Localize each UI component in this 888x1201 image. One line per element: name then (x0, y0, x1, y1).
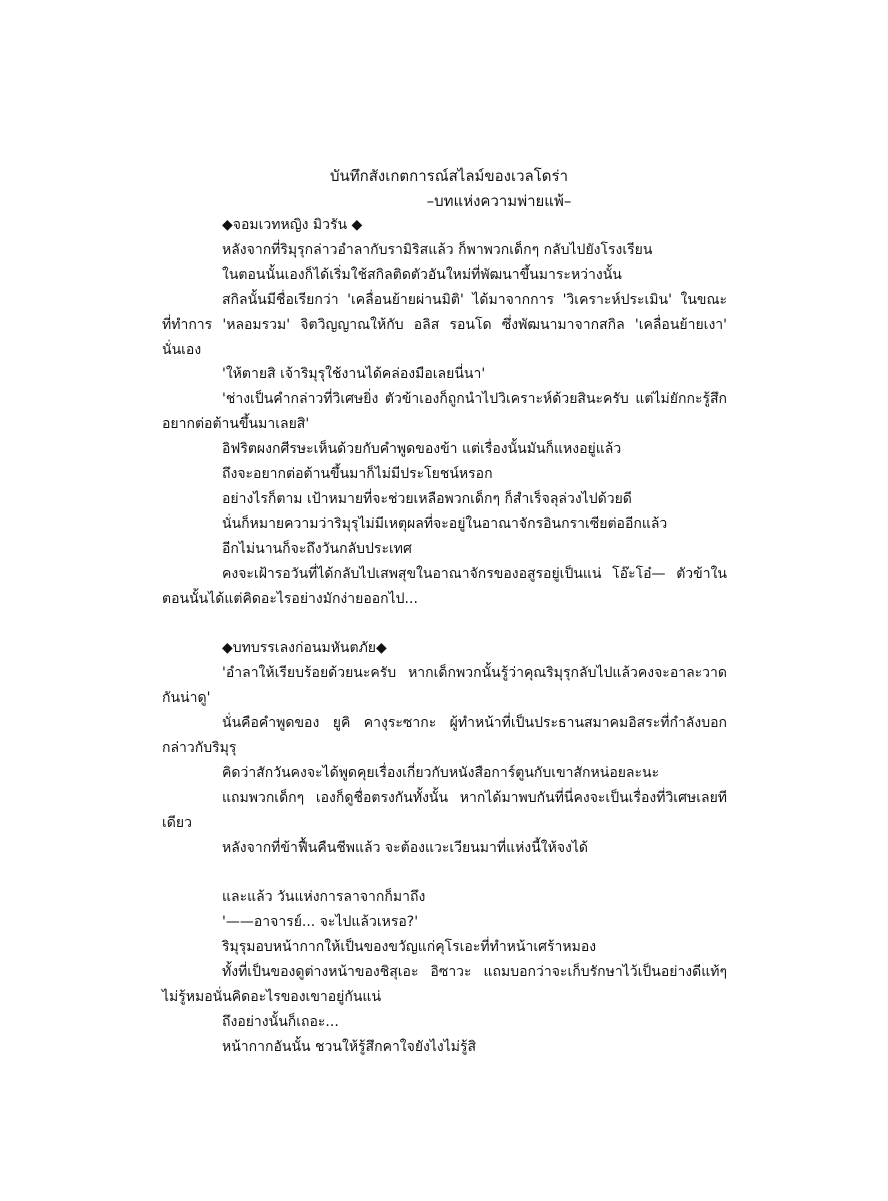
paragraph: ในตอนนั้นเองก็ได้เริ่มใช้สกิลติดตัวอันใหม่ที่พัฒนาขึ้นมาระหว่างนั้น (222, 266, 622, 283)
document-subtitle: –บทแห่งความพ่ายแพ้– (426, 192, 572, 210)
paragraph: สกิลนั้นมีชื่อเรียกว่า 'เคลื่อนย้ายผ่านมิติ' ได้มาจากการ 'วิเคราะห์ประเมิน' ในขณะที่ทำการ 'หลอมรวม' จิตวิญญาณให้กับ อลิส รอนโด ซึ่งพัฒนามาจากสกิล 'เคลื่อนย้ายเงา' นั่นเอง (162, 291, 727, 358)
section-heading: ◆จอมเวทหญิง มิวรัน ◆ (222, 217, 363, 233)
document-body (162, 213, 727, 1060)
title-block (0, 164, 888, 214)
paragraph: หลังจากที่ริมุรุกล่าวอำลากับรามิริสแล้ว ก็พาพวกเด็กๆ กลับไปยังโรงเรียน (222, 241, 653, 258)
paragraph: หลังจากที่ข้าฟื้นคืนชีพแล้ว จะต้องแวะเวียนมาที่แห่งนี้ให้จงได้ (222, 839, 589, 856)
paragraph: '——อาจารย์... จะไปแล้วเหรอ?' (222, 914, 419, 931)
blank-line (162, 861, 727, 886)
paragraph: หน้ากากอันนั้น ชวนให้รู้สึกคาใจยังไงไม่รู้สิ (222, 1038, 477, 1055)
paragraph: และแล้ว วันแห่งการลาจากก็มาถึง (222, 889, 426, 906)
section-heading: ◆บทบรรเลงก่อนมหันตภัย◆ (222, 640, 387, 657)
paragraph: อิฟริตผงกศีรษะเห็นด้วยกับคำพูดของข้า แต่เรื่องนั้นมันก็แหงอยู่แล้ว (222, 441, 622, 458)
paragraph: 'ให้ตายสิ เจ้าริมุรุใช้งานได้คล่องมือเลยนี่นา' (222, 366, 486, 383)
paragraph: นั่นก็หมายความว่าริมุรุไม่มีเหตุผลที่จะอยู่ในอาณาจักรอินกราเซียต่ออีกแล้ว (222, 515, 668, 532)
paragraph: คิดว่าสักวันคงจะได้พูดคุยเรื่องเกี่ยวกับหนังสือการ์ตูนกับเขาสักหน่อยละนะ (222, 764, 660, 781)
paragraph: แถมพวกเด็กๆ เองก็ดูชื่อตรงกันทั้งนั้น หากได้มาพบกันที่นี่คงจะเป็นเรื่องที่วิเศษเลยทีเดียว (162, 789, 727, 831)
paragraph: 'ช่างเป็นคำกล่าวที่วิเศษยิ่ง ตัวข้าเองก็ถูกนำไปวิเคราะห์ด้วยสินะครับ แต่ไม่ยักกะรู้สึกอยากต่อต้านขึ้นมาเลยสิ' (162, 391, 727, 433)
paragraph: 'อำลาให้เรียบร้อยด้วยนะครับ หากเด็กพวกนั้นรู้ว่าคุณริมุรุกลับไปแล้วคงจะอาละวาดกันน่าดู' (162, 665, 727, 707)
paragraph: ถึงจะอยากต่อต้านขึ้นมาก็ไม่มีประโยชน์หรอก (222, 466, 493, 483)
paragraph: อีกไม่นานก็จะถึงวันกลับประเทศ (222, 540, 412, 557)
blank-line (162, 612, 727, 637)
paragraph: ถึงอย่างนั้นก็เถอะ... (222, 1013, 339, 1030)
paragraph: นั่นคือคำพูดของ ยูคิ คางุระซากะ ผู้ทำหน้าที่เป็นประธานสมาคมอิสระที่กำลังบอกกล่าวกับริมุรุ (162, 715, 727, 757)
paragraph: อย่างไรก็ตาม เป้าหมายที่จะช่วยเหลือพวกเด็กๆ ก็สำเร็จลุล่วงไปด้วยดี (222, 490, 632, 507)
paragraph: คงจะเฝ้ารอวันที่ได้กลับไปเสพสุขในอาณาจักรของอสูรอยู่เป็นแน่ โอ๊ะโอ๋— ตัวข้าในตอนนั้นได้แต่คิดอะไรอย่างมักง่ายออกไป... (162, 565, 727, 607)
document-title: บันทึกสังเกตการณ์สไลม์ของเวลโดร่า (329, 167, 569, 185)
paragraph: ทั้งที่เป็นของดูต่างหน้าของชิสุเอะ อิซาวะ แถมบอกว่าจะเก็บรักษาไว้เป็นอย่างดีแท้ๆ ไม่รู้หมอนั่นคิดอะไรของเขาอยู่กันแน่ (162, 964, 727, 1006)
paragraph: ริมุรุมอบหน้ากากให้เป็นของขวัญแก่คุโรเอะที่ทำหน้าเศร้าหมอง (222, 939, 597, 956)
